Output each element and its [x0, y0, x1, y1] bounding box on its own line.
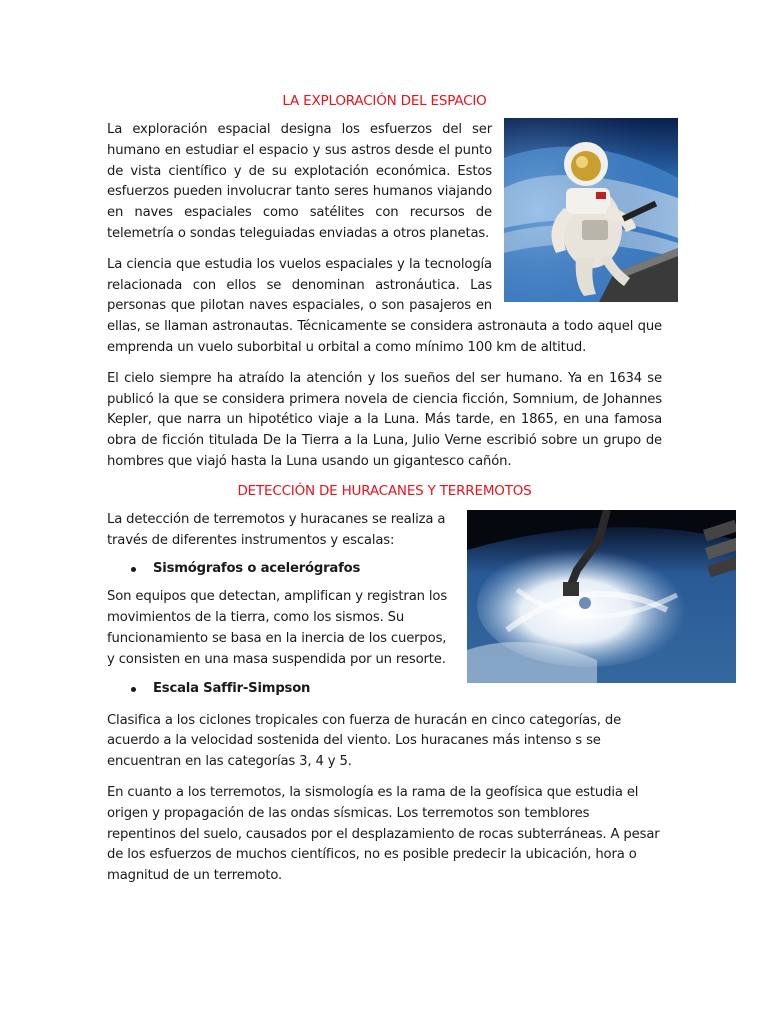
section-title-space-exploration: LA EXPLORACIÓN DEL ESPACIO — [282, 93, 487, 109]
paragraph-exploration-definition: La exploración espacial designa los esfuerzos del ser humano en estudiar el espacio y sus astros desde el punto de vista científico y de su explotación económica. Estos esfuerzos pueden involucrar tanto seres humanos viajando en naves espaciales como satélites con recursos de telemetría o sondas teleguiadas enviadas a otros planetas. — [107, 122, 492, 241]
section-title-hurricanes-earthquakes: DETECCIÓN DE HURACANES Y TERREMOTOS — [237, 482, 532, 499]
paragraph-astronautics: La ciencia que estudia los vuelos espaciales y la tecnología relacionada con ellos se denominan astronáutica. Las personas que pilotan naves espaciales, o son pasajeros en ellas, se llaman astronautas. Técnicamente se considera astronauta a todo aquel que emprenda un vuelo suborbital u orbital a como mínimo 100 km de altitud. — [107, 256, 662, 355]
bullet-seismographs-label: Sismógrafos o acelerógrafos — [153, 561, 361, 577]
astronaut-photo — [504, 118, 678, 302]
paragraph-seismographs: Son equipos que detectan, amplifican y registran los movimientos de la tierra, como los sismos. Su funcionamiento se basa en la inercia de los cuerpos, y consisten en una masa suspendida por un resorte. — [107, 589, 448, 667]
bullet-seismographs — [107, 559, 662, 579]
paragraph-earthquakes: En cuanto a los terremotos, la sismología es la rama de la geofísica que estudia el origen y propagación de las ondas sísmicas. Los terremotos son temblores repentinos del suelo, causados por el desplazamiento de rocas subterráneas. A pesar de los esfuerzos de muchos científicos, no es posible predecir la ubicación, hora o magnitud de un terremoto. — [107, 784, 660, 884]
paragraph-saffir-simpson: Clasifica a los ciclones tropicales con fuerza de huracán en cinco categorías, de acuerdo a la velocidad sostenida del viento. Los huracanes más intenso s se encuentran en las categorías 3, 4 y 5. — [107, 712, 622, 770]
hurricane-photo — [467, 510, 736, 683]
paragraph-detection-intro: La detección de terremotos y huracanes se realiza a través de diferentes instrumentos y escalas: — [107, 511, 446, 548]
bullet-saffir-simpson-label: Escala Saffir-Simpson — [153, 680, 311, 696]
document-content — [107, 92, 662, 887]
paragraph-history: El cielo siempre ha atraído la atención y los sueños del ser humano. Ya en 1634 se publicó la que se considera primera novela de ciencia ficción, Somnium, de Johannes Kepler, que narra un hipotético viaje a la Luna. Más tarde, en 1865, en una famosa obra de ficción titulada De la Tierra a la Luna, Julio Verne escribió sobre un grupo de hombres que viajó hasta la Luna usando un gigantesco cañón. — [107, 370, 662, 469]
bullet-saffir-simpson — [107, 679, 662, 699]
